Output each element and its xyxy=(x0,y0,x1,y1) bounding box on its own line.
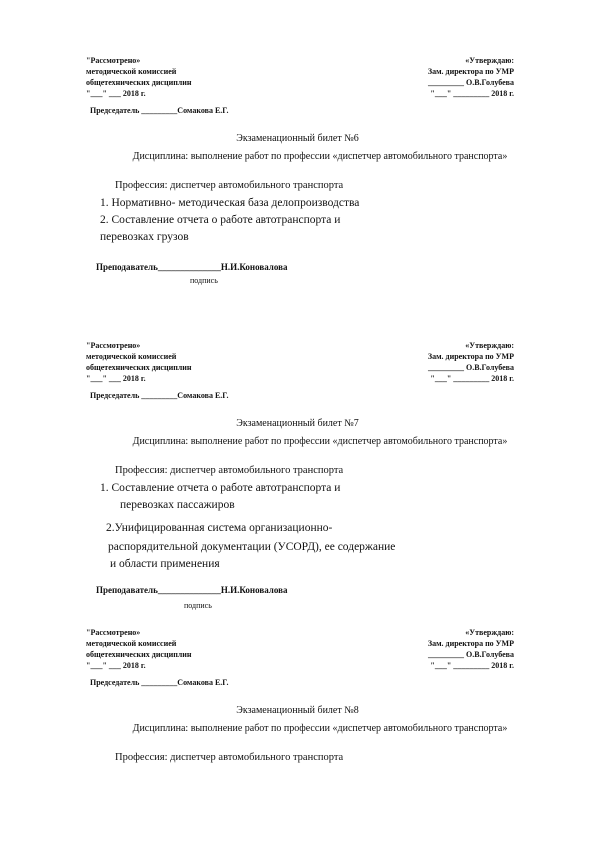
ticket-title: Экзаменационный билет №8 xyxy=(236,705,359,716)
approval-block xyxy=(400,340,514,384)
question-item: 2. Составление отчета о работе автотранспорта и xyxy=(100,214,341,226)
review-line: общетехнических дисциплин xyxy=(86,650,192,659)
review-date: "___" ___ 2018 г. xyxy=(86,374,146,383)
review-block xyxy=(86,340,228,401)
approval-line: «Утверждаю: xyxy=(465,56,514,65)
approval-date: "___" _________ 2018 г. xyxy=(430,89,514,98)
chairman-line: Председатель _________Сомакова Е.Г. xyxy=(90,391,229,400)
approval-date: "___" _________ 2018 г. xyxy=(430,374,514,383)
review-line: общетехнических дисциплин xyxy=(86,363,192,372)
teacher-line: Преподаватель______________Н.И.Коновалова xyxy=(96,585,288,595)
approval-block xyxy=(400,627,514,671)
chairman-line: Председатель _________Сомакова Е.Г. xyxy=(90,678,229,687)
question-item: 1. Нормативно- методическая база делопроизводства xyxy=(100,197,360,209)
approval-line: Зам. директора по УМР xyxy=(427,639,514,648)
review-line: общетехнических дисциплин xyxy=(86,78,192,87)
approval-signer: _________ О.В.Голубева xyxy=(428,78,514,87)
question-list xyxy=(100,195,359,246)
signature-caption: подпись xyxy=(184,601,212,610)
review-line: "Рассмотрено» xyxy=(86,341,141,350)
approval-line: «Утверждаю: xyxy=(465,341,514,350)
question-item: и области применения xyxy=(110,558,220,570)
signature-caption: подпись xyxy=(190,276,218,285)
review-line: "Рассмотрено» xyxy=(86,56,141,65)
review-date: "___" ___ 2018 г. xyxy=(86,89,146,98)
review-date: "___" ___ 2018 г. xyxy=(86,661,146,670)
discipline-line: Дисциплина: выполнение работ по профессии «диспетчер автомобильного транспорта» xyxy=(132,723,508,734)
question-item: перевозках пассажиров xyxy=(120,499,235,511)
chairman-line: Председатель _________Сомакова Е.Г. xyxy=(90,106,229,115)
review-block xyxy=(86,55,228,116)
teacher-line: Преподаватель______________Н.И.Коновалова xyxy=(96,262,288,272)
approval-signer: _________ О.В.Голубева xyxy=(428,650,514,659)
question-item: 2.Унифицированная система организационно- xyxy=(106,522,333,534)
profession-line: Профессия: диспетчер автомобильного транспорта xyxy=(115,180,344,191)
profession-line: Профессия: диспетчер автомобильного транспорта xyxy=(115,465,344,476)
question-list xyxy=(100,480,395,573)
approval-signer: _________ О.В.Голубева xyxy=(428,363,514,372)
approval-line: Зам. директора по УМР xyxy=(427,67,514,76)
ticket-title: Экзаменационный билет №7 xyxy=(236,418,359,429)
discipline-line: Дисциплина: выполнение работ по профессии «диспетчер автомобильного транспорта» xyxy=(132,436,508,447)
question-item: распорядительной документации (УСОРД), ее содержание xyxy=(108,541,396,553)
approval-line: «Утверждаю: xyxy=(465,628,514,637)
discipline-line: Дисциплина: выполнение работ по профессии «диспетчер автомобильного транспорта» xyxy=(132,151,508,162)
review-line: методической комиссией xyxy=(86,67,177,76)
approval-line: Зам. директора по УМР xyxy=(427,352,514,361)
ticket-title: Экзаменационный билет №6 xyxy=(236,133,359,144)
review-line: методической комиссией xyxy=(86,352,177,361)
review-block xyxy=(86,627,228,688)
review-line: "Рассмотрено» xyxy=(86,628,141,637)
question-item: 1. Составление отчета о работе автотранспорта и xyxy=(100,482,341,494)
approval-date: "___" _________ 2018 г. xyxy=(430,661,514,670)
approval-block xyxy=(400,55,514,99)
review-line: методической комиссией xyxy=(86,639,177,648)
question-item: перевозках грузов xyxy=(100,231,189,243)
profession-line: Профессия: диспетчер автомобильного транспорта xyxy=(115,752,344,763)
